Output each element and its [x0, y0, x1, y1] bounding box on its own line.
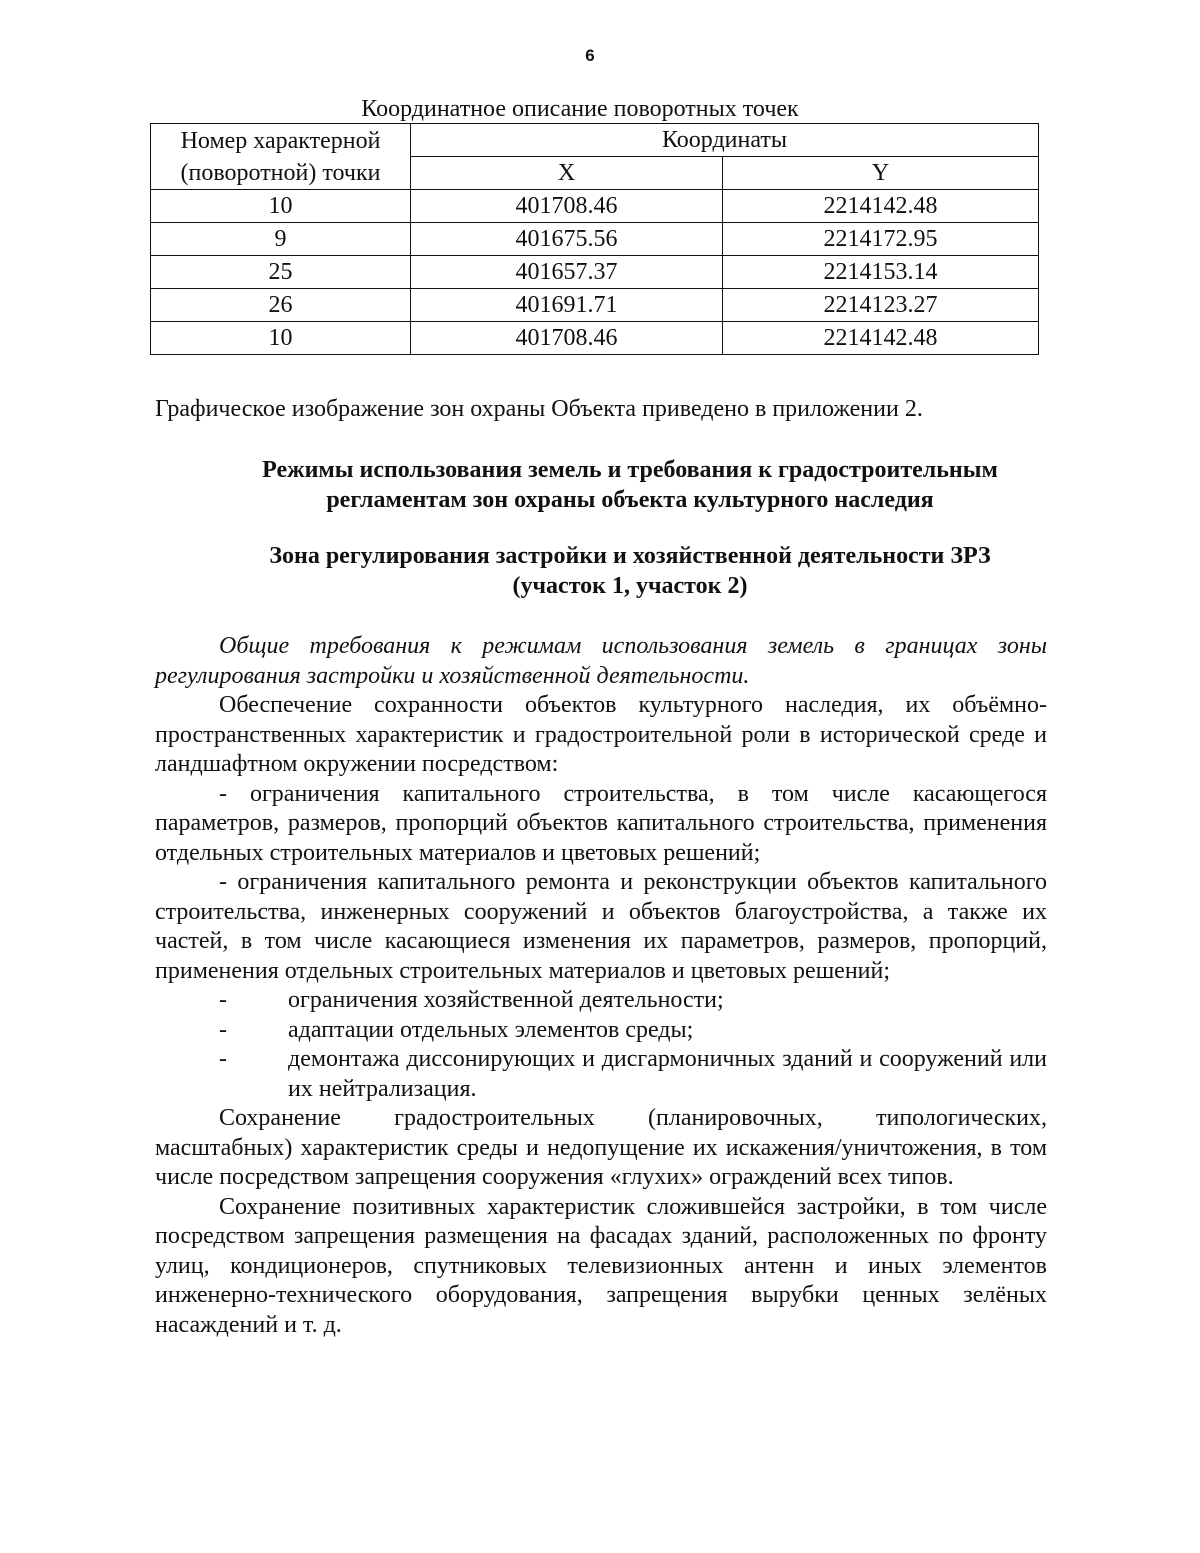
table-row: [151, 223, 1039, 256]
intro-paragraph: Общие требования к режимам использования земель в границах зоны регулирования застройки и хозяйственной деятельности.: [155, 633, 1047, 689]
paragraph-preservation: Обеспечение сохранности объектов культурного наследия, их объёмно-пространственных характеристик и градостроительной роли в исторической среде и ландшафтном окружении посредством:: [155, 692, 1047, 777]
table-row: [151, 289, 1039, 322]
section-heading: [0, 455, 1200, 515]
cell-y: 2214123.27: [723, 289, 1039, 322]
table-row: [151, 190, 1039, 223]
paragraph-positive-characteristics: Сохранение позитивных характеристик сложившейся застройки, в том числе посредством запрещения размещения на фасадах зданий, расположенных по фронту улиц, кондиционеров, спутниковых телевизионных антенн и иных элементов инженерно-технического оборудования, запрещения вырубки ценных зелёных насаждений и т. д.: [155, 1193, 1047, 1338]
header-x: X: [411, 157, 723, 190]
cell-x: 401708.46: [411, 322, 723, 355]
list-dash: -: [219, 987, 227, 1013]
cell-y: 2214142.48: [723, 322, 1039, 355]
graphic-note: Графическое изображение зон охраны Объекта приведено в приложении 2.: [155, 396, 923, 422]
cell-point: 9: [151, 223, 411, 256]
list-item-text: ограничения хозяйственной деятельности;: [288, 987, 724, 1013]
cell-y: 2214142.48: [723, 190, 1039, 223]
list-item: - ограничения капитального ремонта и реконструкции объектов капитального строительства, инженерных сооружений и объектов благоустройства, а также их частей, в том числе касающиеся изменения их параметров, размеров, пропорций, применения отдельных строительных материалов и цветовых решений;: [155, 869, 1047, 984]
list-item: [155, 986, 1047, 1016]
cell-point: 26: [151, 289, 411, 322]
header-coordinates: Координаты: [411, 124, 1039, 157]
coordinates-table: [150, 123, 1039, 355]
zone-heading-text: Зона регулирования застройки и хозяйственной деятельности ЗРЗ (участок 1, участок 2): [269, 543, 991, 599]
list-item: - ограничения капитального строительства, в том числе касающегося параметров, размеров, пропорций объектов капитального строительства, применения отдельных строительных материалов и цветовых решений;: [155, 780, 1047, 866]
cell-y: 2214172.95: [723, 223, 1039, 256]
list-dash: -: [219, 1016, 227, 1043]
cell-point: 10: [151, 190, 411, 223]
table-row: [151, 256, 1039, 289]
list-item-text: демонтажа диссонирующих и дисгармоничных зданий и сооружений или их нейтрализация.: [288, 1046, 1047, 1102]
cell-x: 401691.71: [411, 289, 723, 322]
zone-heading: [0, 541, 1200, 601]
list-item: [155, 1016, 1047, 1046]
list-item: [155, 1045, 1047, 1104]
header-point-number: Номер характерной (поворотной) точки: [151, 124, 411, 190]
section-heading-text: Режимы использования земель и требования к градостроительным регламентам зон охраны объекта культурного наследия: [262, 457, 998, 513]
list-item-text: адаптации отдельных элементов среды;: [288, 1016, 694, 1043]
cell-x: 401708.46: [411, 190, 723, 223]
cell-point: 10: [151, 322, 411, 355]
cell-y: 2214153.14: [723, 256, 1039, 289]
paragraph-urban-characteristics: Сохранение градостроительных (планировочных, типологических, масштабных) характеристик среды и недопущение их искажения/уничтожения, в том числе посредством запрещения сооружения «глухих» ограждений всех типов.: [155, 1105, 1047, 1190]
page-number: 6: [585, 46, 595, 65]
body-text: [155, 632, 1047, 1340]
table-header-row: [151, 124, 1039, 157]
cell-point: 25: [151, 256, 411, 289]
cell-x: 401675.56: [411, 223, 723, 256]
table-row: [151, 322, 1039, 355]
header-y: Y: [723, 157, 1039, 190]
table-caption: Координатное описание поворотных точек: [361, 96, 799, 122]
list-dash: -: [219, 1046, 227, 1072]
cell-x: 401657.37: [411, 256, 723, 289]
